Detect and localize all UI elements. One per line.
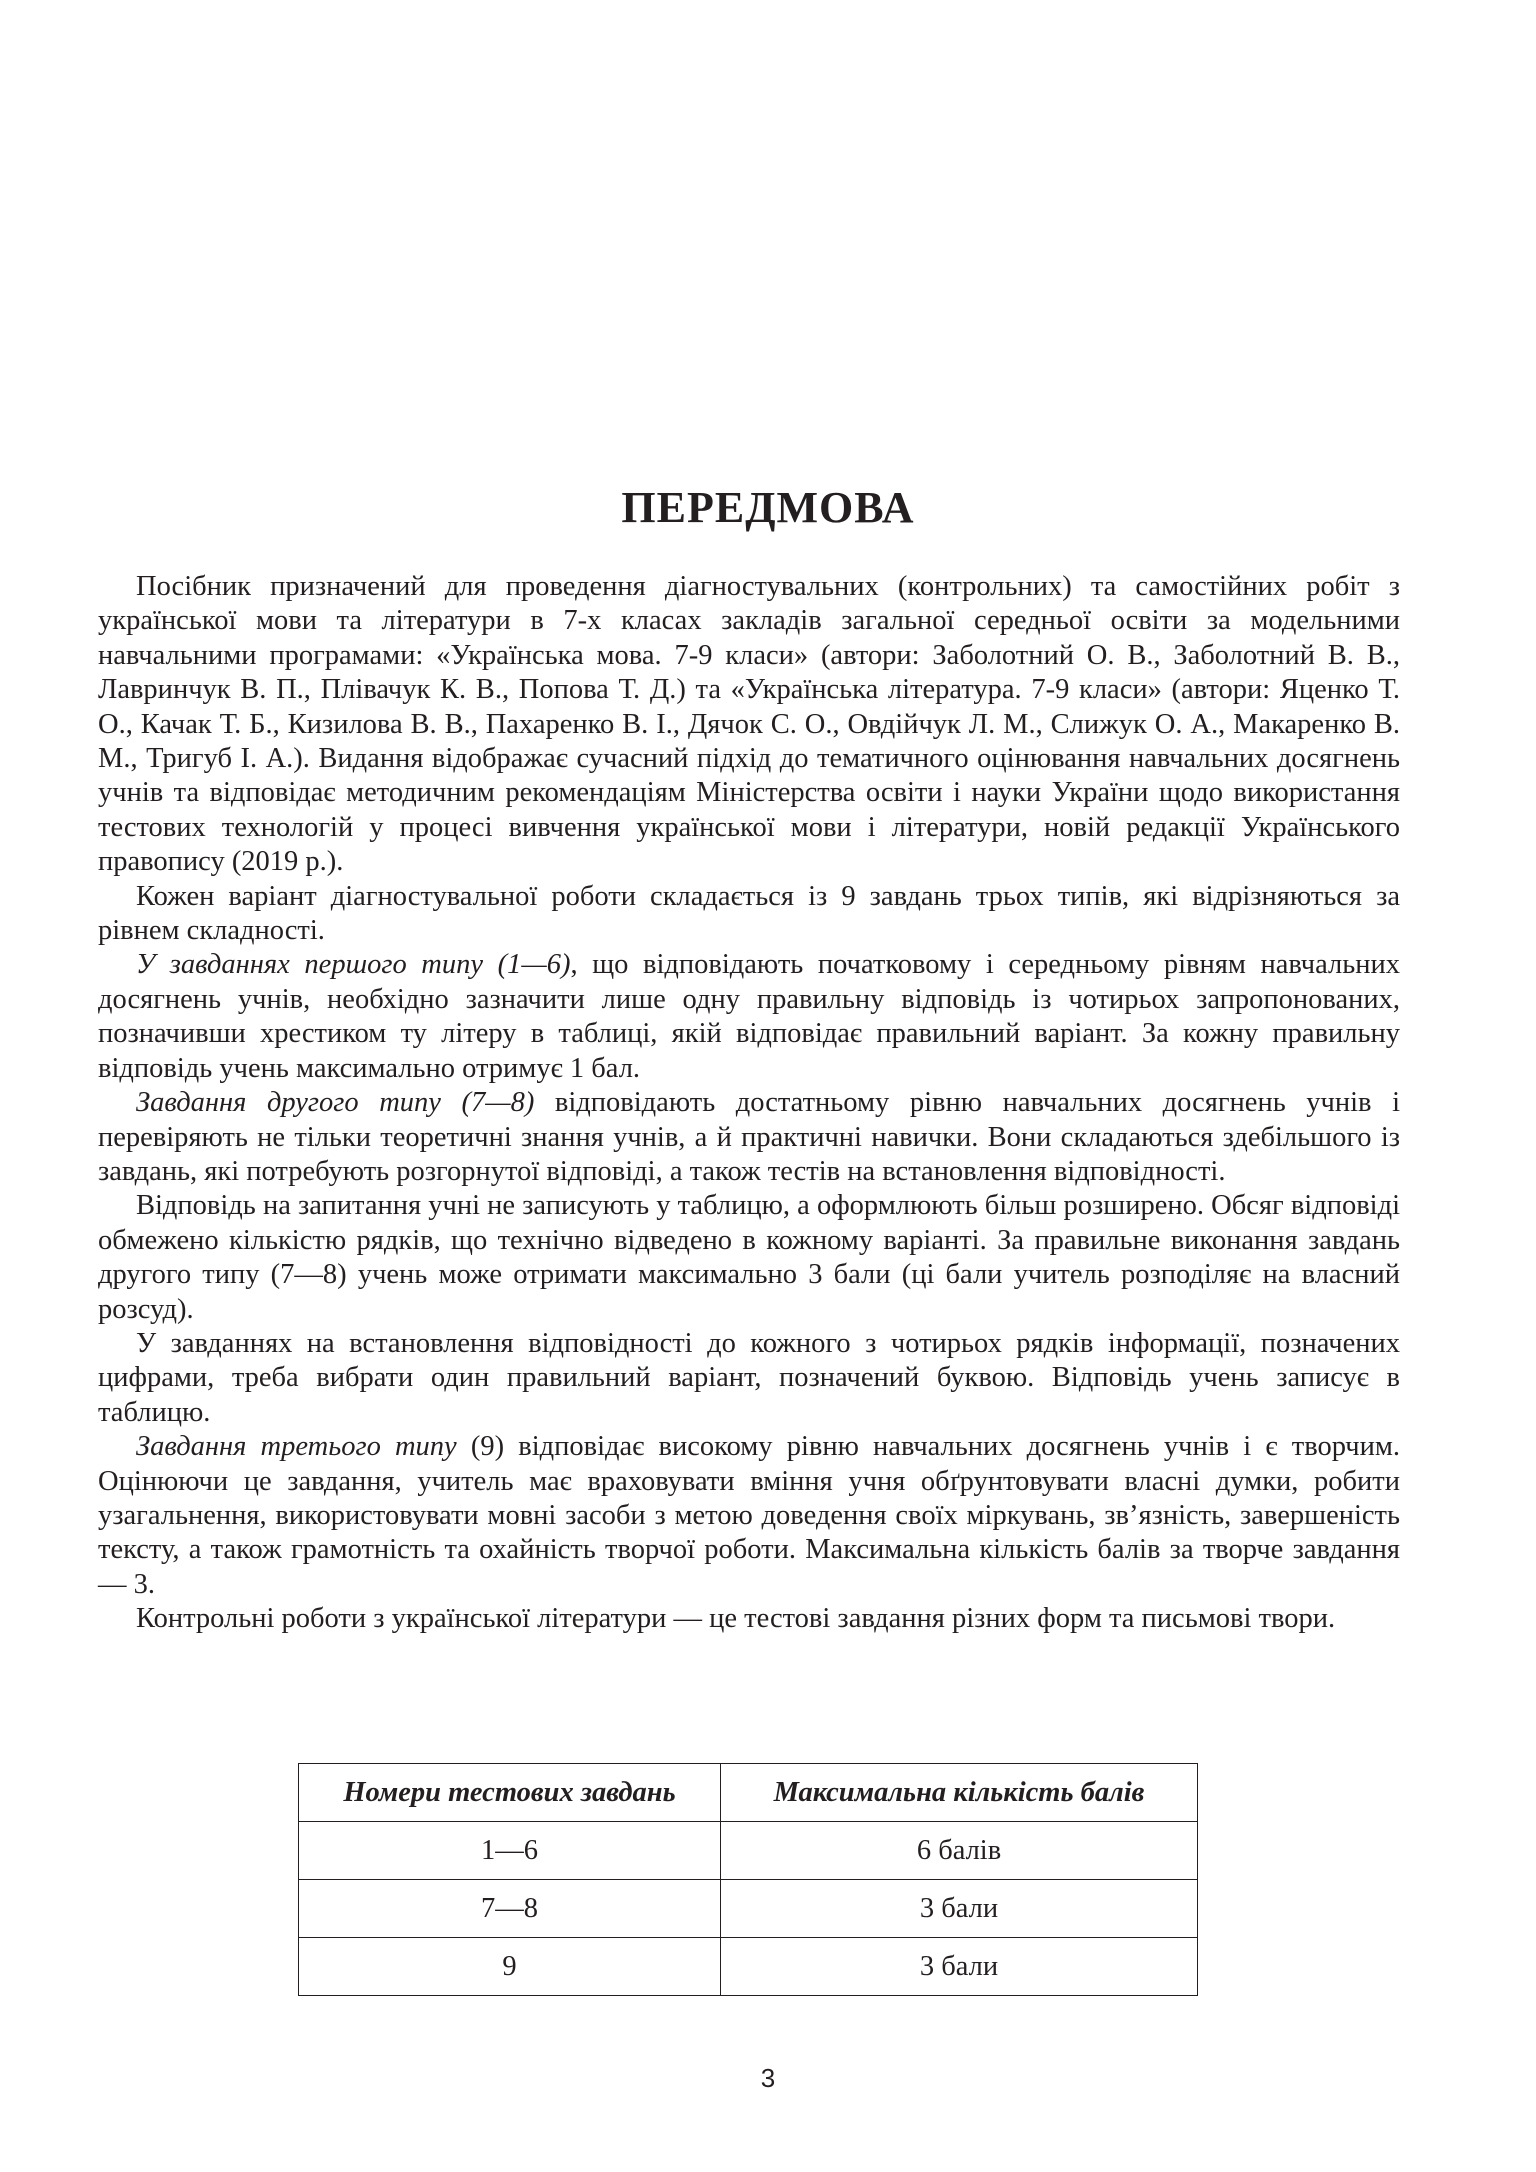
table-cell-max-points: 3 бали: [721, 1880, 1198, 1938]
paragraph-third-type: [98, 1430, 1400, 1602]
table-header-row: [299, 1764, 1198, 1822]
paragraph-variant-structure: Кожен варіант діагностувальної роботи складається із 9 завдань трьох типів, які відрізняються за рівнем складності.: [98, 880, 1400, 947]
page-number: 3: [760, 2063, 776, 2093]
first-type-label: У завданнях першого типу (1—6): [136, 949, 571, 981]
second-type-text: відповідають достатньому рівню навчальних досягнень учнів і перевіряють не тільки теоретичні знання учнів, а й практичні навички. Вони складаються здебільшого із завдань, які потребують розгорнутої відповіді, а також тестів на встановлення відповідності.: [98, 1087, 1400, 1187]
table-cell-task-numbers: 9: [299, 1938, 721, 1996]
first-type-text: , що відповідають початковому і середньому рівням навчальних досягнень учнів, необхідно зазначити лише одну правильну відповідь із чотирьох запропонованих, позначивши хрестиком ту літеру в таблиці, якій відповідає правильний варіант. За кожну правильну відповідь учень максимально отримує 1 бал.: [98, 949, 1400, 1084]
table-row: [299, 1822, 1198, 1880]
paragraph-matching: У завданнях на встановлення відповідності до кожного з чотирьох рядків інформації, позначених цифрами, треба вибрати один правильний варіант, позначений буквою. Відповідь учень записує в таблицю.: [98, 1327, 1400, 1428]
paragraph-literature: Контрольні роботи з української літератури — це тестові завдання різних форм та письмові твори.: [136, 1603, 1336, 1635]
table-header-task-numbers: Номери тестових завдань: [299, 1764, 721, 1822]
third-type-text: (9) відповідає високому рівню навчальних досягнень учнів і є творчим. Оцінюючи це завдання, учитель має враховувати вміння учня обґрунтовувати власні думки, робити узагальнення, використовувати мовні засоби з метою доведення своїх міркувань, зв’язність, завершеність тексту, а також грамотність та охайність творчої роботи. Максимальна кількість балів за творче завдання — 3.: [98, 1431, 1400, 1600]
third-type-label: Завдання третього типу: [136, 1431, 457, 1463]
table-row: [299, 1938, 1198, 1996]
paragraph-intro: Посібник призначений для проведення діагностувальних (контрольних) та самостійних робіт з української мови та літератури в 7-х класах закладів загальної середньої освіти за модельними навчальними програмами: «Українська мова. 7-9 класи» (автори: Заболотний О. В., Заболотний В. В., Лавринчук В. П., Плівачук К. В., Попова Т. Д.) та «Українська література. 7-9 класи» (автори: Яценко Т. О., Качак Т. Б., Кизилова В. В., Пахаренко В. І., Дячок С. О., Овдійчук Л. М., Слижук О. А., Макаренко В. М., Тригуб І. А.). Видання відображає сучасний підхід до тематичного оцінювання навчальних досягнень учнів та відповідає методичним рекомендаціям Міністерства освіти і науки України щодо використання тестових технологій у процесі вивчення української мови і літератури, новій редакції Українського правопису (2019 р.).: [98, 571, 1400, 878]
table-row: [299, 1880, 1198, 1938]
paragraph-second-type: [98, 1086, 1400, 1189]
table-cell-max-points: 3 бали: [721, 1938, 1198, 1996]
table-cell-max-points: 6 балів: [721, 1822, 1198, 1880]
paragraph-answer-format: Відповідь на запитання учні не записують у таблицю, а оформлюють більш розширено. Обсяг відповіді обмежено кількістю рядків, що технічно відведено в кожному варіанті. За правильне виконання завдань другого типу (7—8) учень може отримати максимально 3 бали (ці бали учитель розподіляє на власний розсуд).: [98, 1190, 1400, 1325]
second-type-label: Завдання другого типу (7—8): [136, 1087, 535, 1119]
table-cell-task-numbers: 1—6: [299, 1822, 721, 1880]
table-header-max-points: Максимальна кількість балів: [721, 1764, 1198, 1822]
table-cell-task-numbers: 7—8: [299, 1880, 721, 1938]
page-title: ПЕРЕДМОВА: [621, 483, 915, 532]
paragraph-first-type: [98, 948, 1400, 1086]
score-table: [298, 1763, 1198, 1996]
preface-text: [98, 570, 1400, 1637]
